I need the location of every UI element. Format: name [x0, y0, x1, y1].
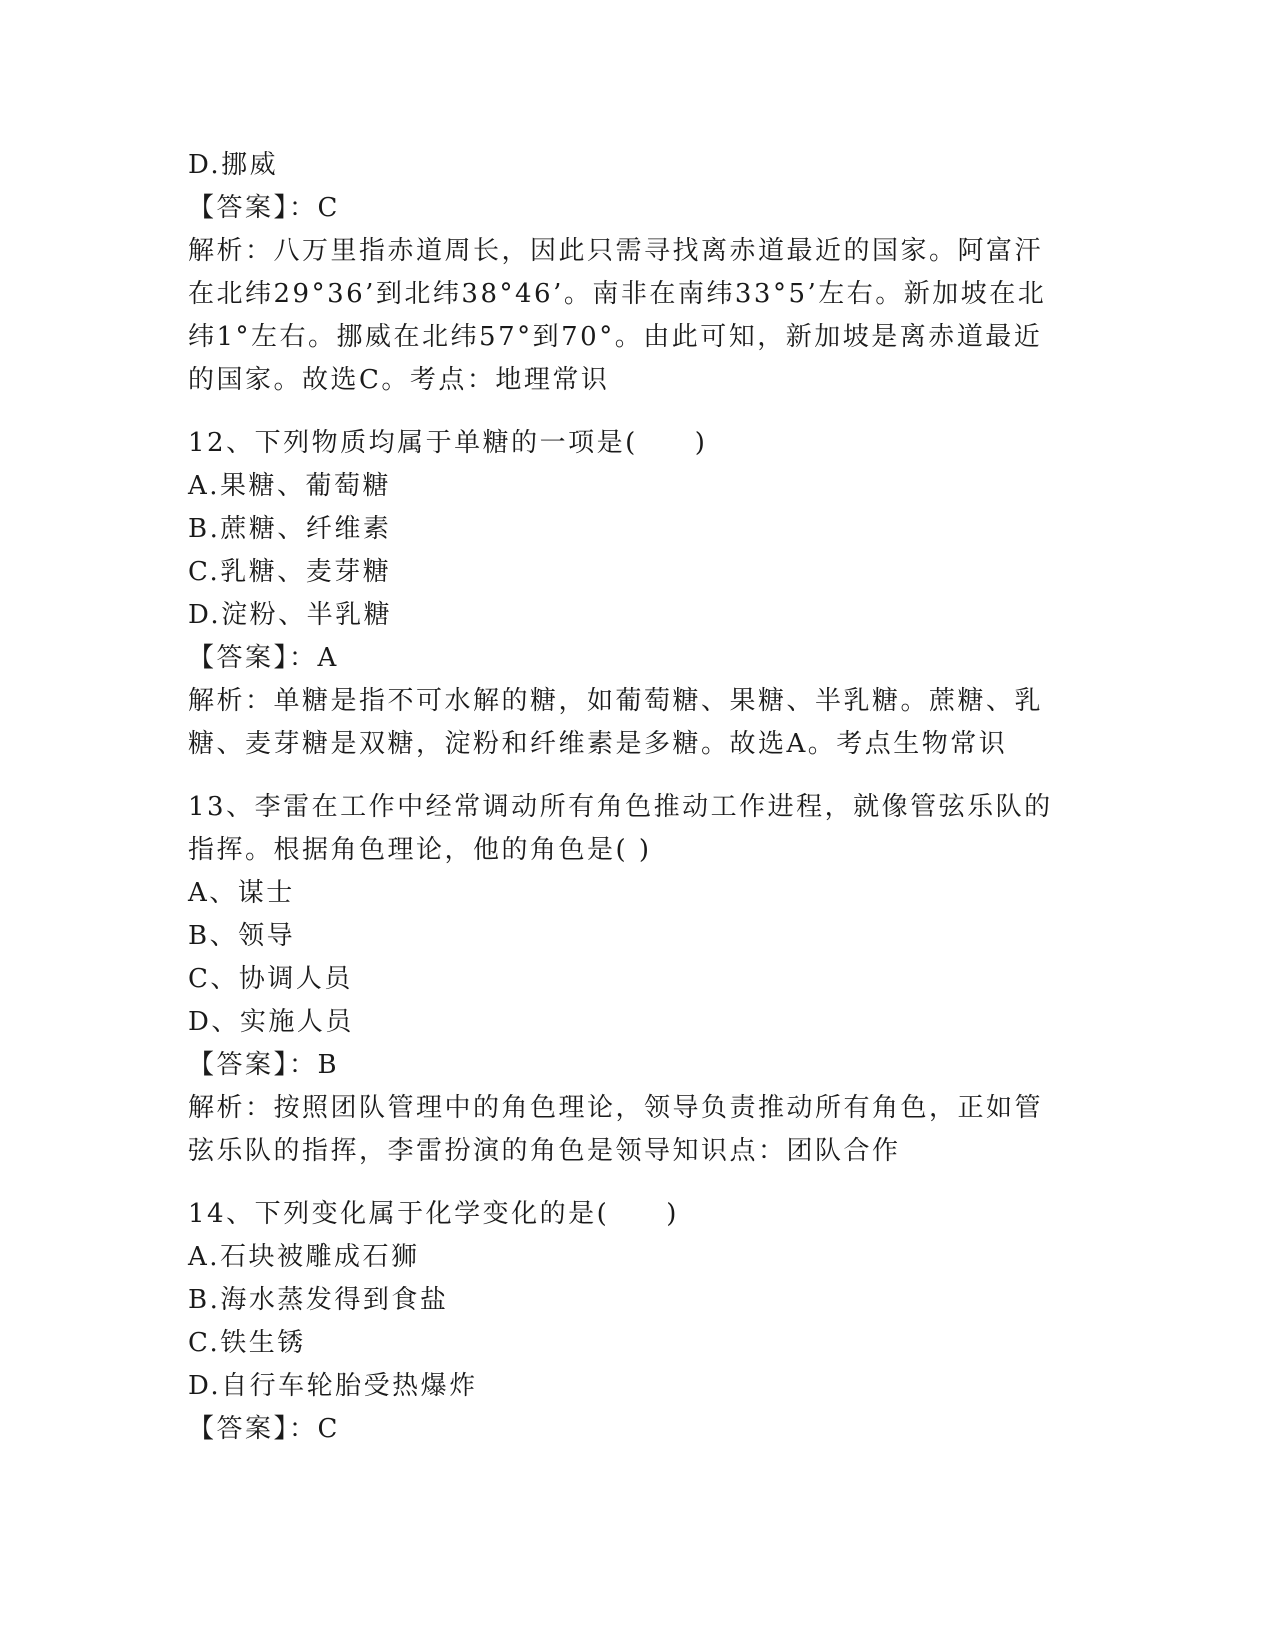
- analysis: 解析：八万里指赤道周长，因此只需寻找离赤道最近的国家。阿富汗在北纬29°36’到北纬38°46’。南非在南纬33°5’左右。新加坡在北纬1°左右。挪威在北纬57°到70°。由此可知，新加坡是离赤道最近的国家。故选C。考点：地理常识: [188, 236, 1047, 395]
- document-page: [188, 144, 1088, 1451]
- option-d: D.挪威: [188, 150, 279, 180]
- answer: 【答案】：B: [188, 1050, 340, 1080]
- analysis: 解析：单糖是指不可水解的糖，如葡萄糖、果糖、半乳糖。蔗糖、乳糖、麦芽糖是双糖，淀粉和纤维素是多糖。故选A。考点生物常识: [188, 686, 1044, 759]
- option-a: A、谋士: [188, 878, 295, 908]
- question-11-tail: [188, 144, 1088, 402]
- option-c: C、协调人员: [188, 964, 353, 994]
- option-d: D.淀粉、半乳糖: [188, 600, 393, 630]
- option-a: A.石块被雕成石狮: [188, 1242, 420, 1272]
- analysis: 解析：按照团队管理中的角色理论，领导负责推动所有角色，正如管弦乐队的指挥，李雷扮演的角色是领导知识点：团队合作: [188, 1093, 1044, 1166]
- answer: 【答案】：A: [188, 643, 339, 673]
- option-a: A.果糖、葡萄糖: [188, 471, 392, 501]
- option-b: B、领导: [188, 921, 296, 951]
- answer: 【答案】：C: [188, 1414, 340, 1444]
- question-12: [188, 422, 1088, 766]
- option-d: D.自行车轮胎受热爆炸: [188, 1371, 478, 1401]
- option-c: C.乳糖、麦芽糖: [188, 557, 392, 587]
- question-text: 13、李雷在工作中经常调动所有角色推动工作进程，就像管弦乐队的指挥。根据角色理论，他的角色是( ): [188, 792, 1053, 865]
- question-14: [188, 1193, 1088, 1451]
- question-13: [188, 786, 1088, 1173]
- option-d: D、实施人员: [188, 1007, 354, 1037]
- question-text: 12、下列物质均属于单糖的一项是( ): [188, 428, 708, 458]
- option-c: C.铁生锈: [188, 1328, 306, 1358]
- option-b: B.蔗糖、纤维素: [188, 514, 392, 544]
- answer: 【答案】：C: [188, 193, 340, 223]
- option-b: B.海水蒸发得到食盐: [188, 1285, 449, 1315]
- question-text: 14、下列变化属于化学变化的是( ): [188, 1199, 679, 1229]
